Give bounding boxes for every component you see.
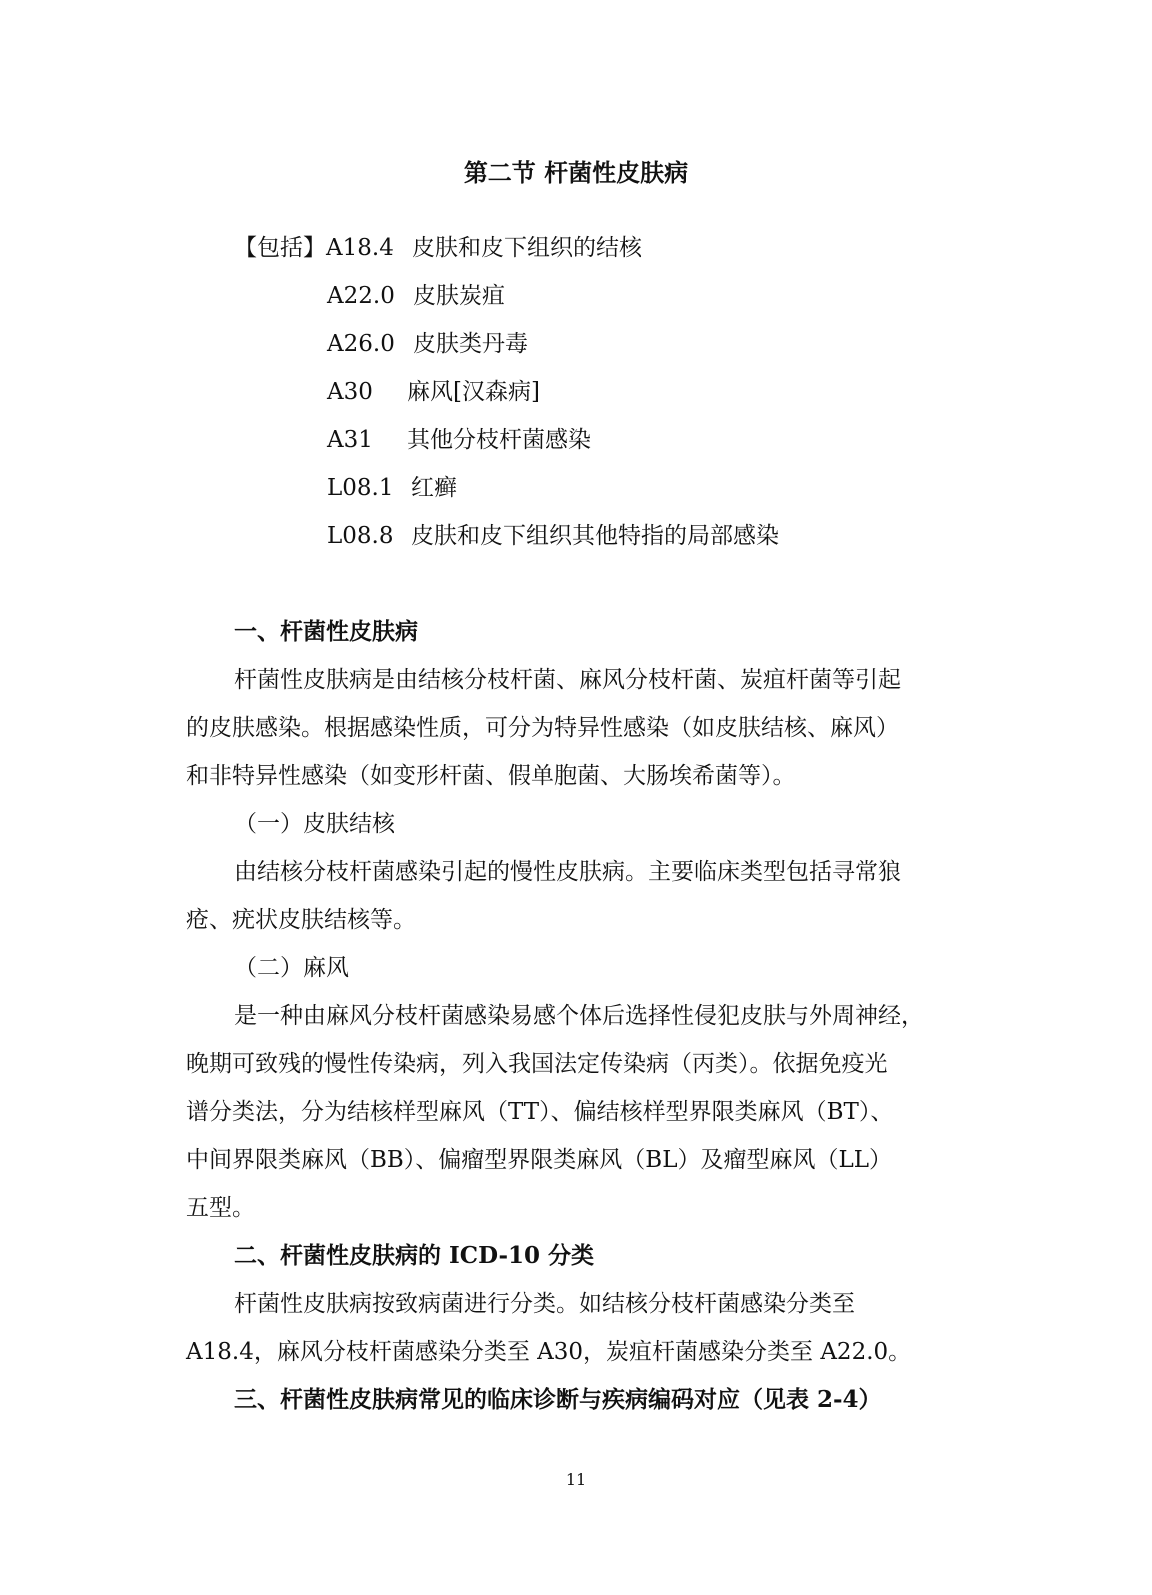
- include-item-2: [327, 329, 528, 359]
- include-desc: 皮肤和皮下组织其他特指的局部感染: [411, 523, 779, 549]
- para1-line-2: 和非特异性感染（如变形杆菌、假单胞菌、大肠埃希菌等）。: [186, 763, 796, 789]
- include-code: A30: [327, 379, 373, 405]
- include-code: A18.4: [326, 235, 394, 261]
- include-desc: 麻风[汉森病]: [407, 379, 540, 405]
- para3-line-0: 是一种由麻风分枝杆菌感染易感个体后选择性侵犯皮肤与外周神经，: [234, 1003, 924, 1029]
- include-label: 【包括】: [234, 235, 326, 261]
- include-desc: 皮肤类丹毒: [413, 331, 528, 357]
- para1-line-1: 的皮肤感染。根据感染性质，可分为特异性感染（如皮肤结核、麻风）: [186, 715, 899, 741]
- include-code: A22.0: [327, 283, 395, 309]
- include-item-0: [234, 233, 642, 263]
- include-item-3: [327, 377, 540, 407]
- include-code: L08.8: [327, 523, 394, 549]
- para4-line-1: A18.4，麻风分枝杆菌感染分类至 A30，炭疽杆菌感染分类至 A22.0。: [186, 1339, 912, 1365]
- page-number: 11: [565, 1470, 587, 1489]
- include-desc: 其他分枝杆菌感染: [407, 427, 591, 453]
- para4-line-0: 杆菌性皮肤病按致病菌进行分类。如结核分枝杆菌感染分类至: [234, 1291, 855, 1317]
- heading-1: 一、杆菌性皮肤病: [234, 618, 418, 645]
- heading-3: 三、杆菌性皮肤病常见的临床诊断与疾病编码对应（见表 2-4）: [234, 1386, 882, 1413]
- para2-line-1: 疮、疣状皮肤结核等。: [186, 907, 416, 933]
- include-code: A31: [327, 427, 373, 453]
- para2-line-0: 由结核分枝杆菌感染引起的慢性皮肤病。主要临床类型包括寻常狼: [234, 859, 901, 885]
- para3-line-1: 晚期可致残的慢性传染病，列入我国法定传染病（丙类）。依据免疫光: [186, 1051, 888, 1077]
- para3-line-4: 五型。: [186, 1195, 255, 1221]
- include-code: L08.1: [327, 475, 394, 501]
- include-item-5: [327, 473, 457, 503]
- heading-2: 二、杆菌性皮肤病的 ICD-10 分类: [234, 1242, 595, 1269]
- para1-line-0: 杆菌性皮肤病是由结核分枝杆菌、麻风分枝杆菌、炭疽杆菌等引起: [234, 667, 901, 693]
- include-desc: 皮肤和皮下组织的结核: [412, 235, 642, 261]
- subheading-1: （一）皮肤结核: [234, 811, 395, 837]
- include-desc: 红癣: [411, 475, 457, 501]
- para3-line-3: 中间界限类麻风（BB）、偏瘤型界限类麻风（BL）及瘤型麻风（LL）: [186, 1147, 893, 1173]
- subheading-2: （二）麻风: [234, 955, 349, 981]
- include-item-6: [327, 521, 779, 551]
- include-code: A26.0: [327, 331, 395, 357]
- para3-line-2: 谱分类法，分为结核样型麻风（TT）、偏结核样型界限类麻风（BT）、: [186, 1099, 894, 1125]
- include-item-1: [327, 281, 505, 311]
- section-title: 第二节 杆菌性皮肤病: [463, 158, 689, 187]
- include-item-4: [327, 425, 591, 455]
- include-desc: 皮肤炭疽: [413, 283, 505, 309]
